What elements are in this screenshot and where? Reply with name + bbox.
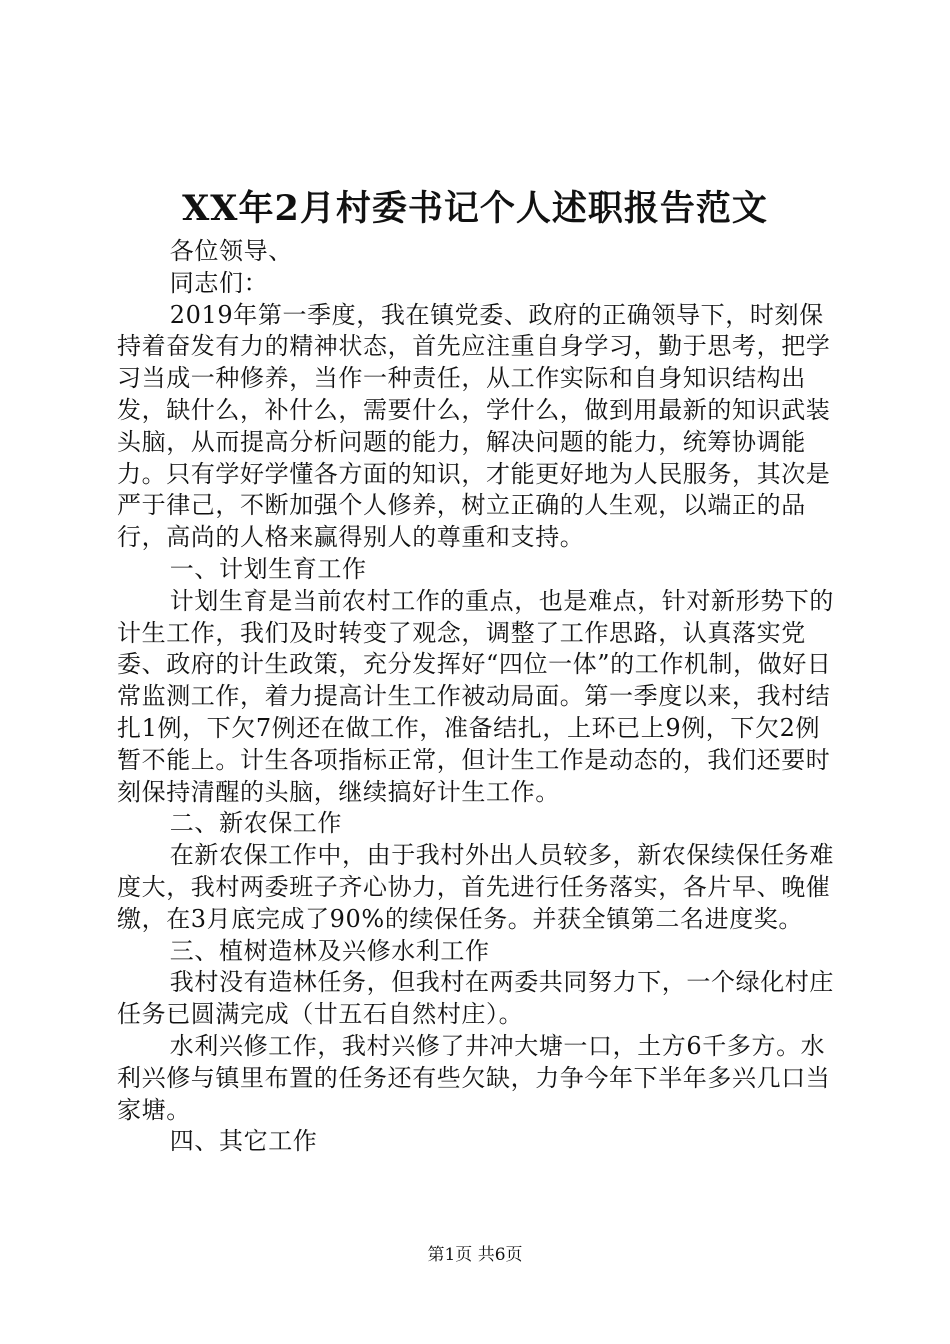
- section-heading-afforestation: 三、植树造林及兴修水利工作: [169, 936, 490, 965]
- rural-pension-paragraph: 在新农保工作中，由于我村外出人员较多，新农保续保任务难度大，我村两委班子齐心协力，首先进行任务落实，各片早、晚催缴，在3月底完成了90%的续保任务。并获全镇第二名进度奖。: [117, 841, 834, 933]
- salutation-comrades: 同志们：: [169, 268, 269, 297]
- page-footer: 第1页 共6页: [427, 1245, 523, 1265]
- water-conservancy-paragraph: 水利兴修工作，我村兴修了井冲大塘一口，土方6千多方。水利兴修与镇里布置的任务还有些欠缺，力争今年下半年多兴几口当家塘。: [117, 1031, 831, 1124]
- family-planning-paragraph: 计划生育是当前农村工作的重点，也是难点，针对新形势下的计生工作，我们及时转变了观念，调整了工作思路，认真落实党委、政府的计生政策，充分发挥好“四位一体”的工作机制，做好日常监测工作，着力提高计生工作被动局面。第一季度以来，我村结扎1例，下欠7例还在做工作，准备结扎，上环已上9例，下欠2例暂不能上。计生各项指标正常，但计生工作是动态的，我们还要时刻保持清醒的头脑，继续搞好计生工作。: [117, 586, 834, 806]
- document-title: XX年2月村委书记个人述职报告范文: [182, 188, 768, 229]
- salutation-leaders: 各位领导、: [169, 237, 293, 265]
- section-heading-rural-pension: 二、新农保工作: [169, 809, 342, 838]
- afforestation-paragraph: 我村没有造林任务，但我村在两委共同努力下，一个绿化村庄任务已圆满完成（廿五石自然村庄）。: [117, 968, 834, 1029]
- intro-paragraph: 2019年第一季度，我在镇党委、政府的正确领导下，时刻保持着奋发有力的精神状态，首先应注重自身学习，勤于思考，把学习当成一种修养，当作一种责任，从工作实际和自身知识结构出发，缺什么，补什么，需要什么，学什么，做到用最新的知识武装头脑，从而提高分析问题的能力，解决问题的能力，统筹协调能力。只有学好学懂各方面的知识，才能更好地为人民服务，其次是严于律己，不断加强个人修养，树立正确的人生观，以端正的品行，高尚的人格来赢得别人的尊重和支持。: [117, 300, 831, 552]
- document-body: [117, 236, 837, 1158]
- section-heading-other-work: 四、其它工作: [169, 1127, 318, 1156]
- section-heading-family-planning: 一、计划生育工作: [169, 554, 367, 583]
